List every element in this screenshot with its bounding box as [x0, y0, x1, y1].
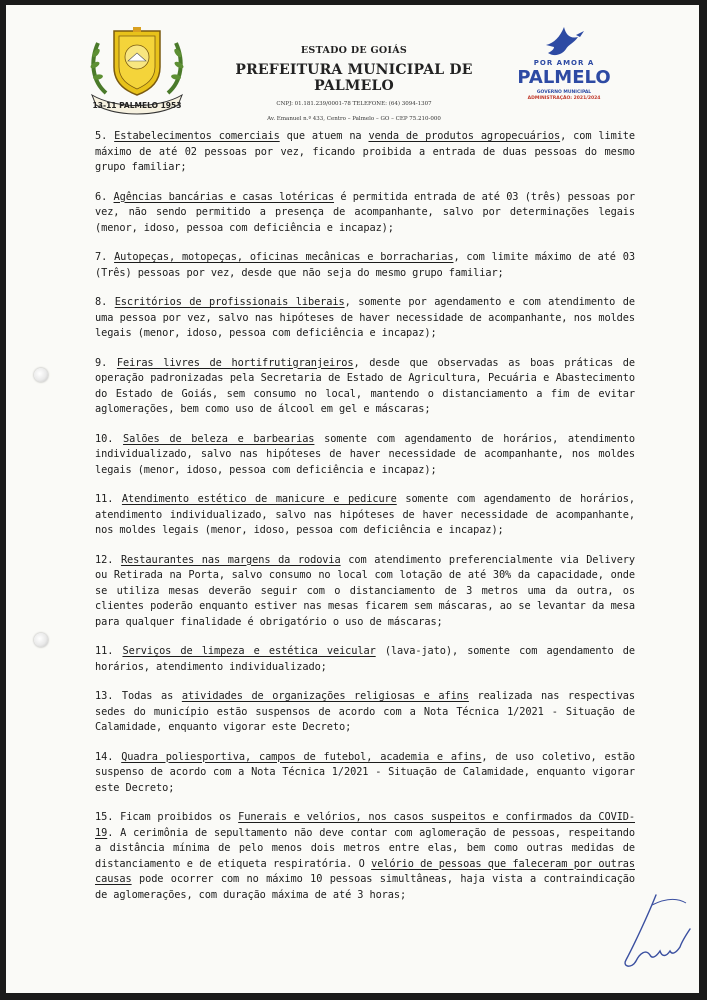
decree-item [95, 689, 635, 736]
state-name: ESTADO DE GOIÁS [300, 45, 408, 56]
logo-administration: ADMINISTRAÇÃO: 2021/2024 [527, 96, 601, 101]
handwritten-signature [606, 885, 696, 975]
address-line: Av. Emanuel n.º 433, Centro – Palmelo – GO – CEP 75.210-000 [267, 116, 441, 122]
decree-item [95, 190, 635, 237]
highlighted-phrase: Salões de beleza e barbearias [123, 432, 315, 445]
highlighted-phrase: Autopeças, motopeças, oficinas mecânicas e borracharias [114, 251, 454, 263]
logo-name: PALMELO [517, 67, 611, 88]
prefeitura-name: PREFEITURA MUNICIPAL DE PALMELO [235, 62, 473, 94]
item-text: 6. [95, 190, 114, 203]
item-text: somente com agendamento de horários, atendimento individualizado, salvo nas hipóteses de haver necessidade de acompanhante, nos moldes legais (menor, idoso, pessoa com deficiência e incapaz); [95, 493, 635, 536]
item-text: 13. Todas as [95, 690, 182, 702]
crest-motto: 13-11 PALMELO 1953 [92, 101, 182, 110]
highlighted-phrase: velório de pessoas que faleceram por outras causas [95, 857, 635, 885]
item-text: , com limite máximo de até 03 (Três) pessoas por vez, desde que não seja do mesmo grupo familiar; [95, 251, 635, 279]
item-text: 9. [95, 356, 117, 369]
highlighted-phrase: Agências bancárias e casas lotéricas [113, 190, 335, 203]
item-text: 15. Ficam proibidos os [95, 811, 239, 823]
highlighted-phrase: Escritórios de profissionais liberais [114, 296, 345, 308]
punch-hole [34, 368, 48, 382]
item-text: com atendimento preferencialmente via Delivery ou Retirada na Porta, salvo consumo no local com lotação de até 30% da capacidade, onde se utiliza mesas deverão seguir com o distanciamento de 3 metros uma da outra, os clientes poderão enquanto estiver nas mesas ficarem sem máscaras, ao se levantar da mesa para qualquer finalidade é obrigatório o uso de máscaras; [95, 553, 635, 628]
municipal-crest-logo [86, 23, 188, 115]
highlighted-phrase: Restaurantes nas margens da rodovia [120, 553, 341, 566]
item-text: pode ocorrer com no máximo 10 pessoas simultâneas, haja vista a contraindicação de aglomerações, com duração máxima de até 3 horas; [95, 873, 635, 901]
highlighted-phrase: venda de produtos agropecuários [368, 130, 561, 142]
decree-item [95, 432, 635, 479]
highlighted-phrase: Funerais e velórios, nos casos suspeitos e confirmados da COVID-19 [95, 811, 635, 839]
decree-item [95, 295, 635, 342]
por-amor-a-palmelo-logo [502, 23, 626, 115]
item-text: (lava-jato), somente com agendamento de horários, atendimento individualizado; [95, 645, 635, 673]
item-text: , com limite máximo de até 02 pessoas por vez, ficando proibida a entrada de duas pessoas do mesmo grupo familiar; [95, 130, 635, 173]
document-page [6, 5, 699, 993]
item-text: é permitida entrada de até 03 (três) pessoas por vez, não sendo permitido a presença de acompanhante, salvo por determinações legais (menor, idoso, pessoa com deficiência e incapaz); [95, 190, 635, 234]
punch-hole [34, 633, 48, 647]
item-text: realizada nas respectivas sedes do município estão suspensos de acordo com a Nota Técnica 1/2021 - Situação de Calamidade, enquanto vigorar este Decreto; [95, 690, 635, 733]
item-text: , desde que observadas as boas práticas de operação padronizadas pela Secretaria de Estado de Agricultura, Pecuária e Abastecimento do Estado de Goiás, sem consumo no local, mantendo o distanciamento a fim de evitar aglomerações, bem como uso de álcool em gel e máscaras; [95, 356, 635, 415]
highlighted-phrase: Atendimento estético de manicure e pedicure [121, 493, 397, 505]
item-text: . A cerimônia de sepultamento não deve contar com aglomeração de pessoas, respeitando a distância mínima de pelo menos dois metros entre elas, bem como outras medidas de distanciamento e de etiqueta respiratória. O [95, 826, 635, 870]
item-text: 5. [95, 130, 115, 142]
item-text: , somente por agendamento e com atendimento de uma pessoa por vez, salvo nas hipóteses de haver necessidade de acompanhante, nos moldes legais (menor, idoso, pessoa com deficiência e incapaz); [95, 296, 635, 339]
highlighted-phrase: Feiras livres de hortifrutigranjeiros [116, 356, 354, 369]
decree-item [95, 492, 635, 539]
item-text: 14. [95, 750, 122, 763]
highlighted-phrase: Serviços de limpeza e estética veicular [122, 645, 376, 657]
highlighted-phrase: atividades de organizações religiosas e afins [181, 690, 469, 702]
item-text: 7. [95, 251, 115, 263]
contact-line: CNPJ: 01.181.239/0001-78 TELEFONE: (64) 3094-1307 [276, 101, 432, 107]
item-text: 11. [95, 645, 123, 657]
logo-subtitle: GOVERNO MUNICIPAL [536, 90, 592, 95]
decree-item [95, 553, 635, 631]
item-text: 12. [95, 553, 121, 566]
letterhead [194, 45, 514, 122]
decree-item [95, 750, 635, 797]
decree-item [95, 250, 635, 281]
item-text: 10. [95, 432, 124, 445]
decree-item [95, 644, 635, 675]
item-text: 8. [95, 296, 115, 308]
logo-tagline: POR AMOR A [533, 59, 595, 67]
item-text: que atuem na [279, 130, 369, 142]
decree-body [95, 129, 635, 917]
highlighted-phrase: Quadra poliesportiva, campos de futebol, academia e afins [121, 750, 482, 763]
highlighted-phrase: Estabelecimentos comerciais [114, 130, 280, 142]
item-text: 11. [95, 493, 122, 505]
dove-icon [540, 23, 588, 59]
decree-item [95, 356, 635, 418]
item-text: , de uso coletivo, estão suspenso de acordo com a Nota Técnica 1/2021 - Situação de Calamidade, enquanto vigorar este Decreto; [95, 750, 635, 794]
decree-item [95, 810, 635, 903]
decree-item [95, 129, 635, 176]
item-text: somente com agendamento de horários, atendimento individualizado, salvo nas hipóteses de haver necessidade de acompanhante, nos moldes legais (menor, idoso, pessoa com deficiência e incapaz); [95, 432, 635, 476]
